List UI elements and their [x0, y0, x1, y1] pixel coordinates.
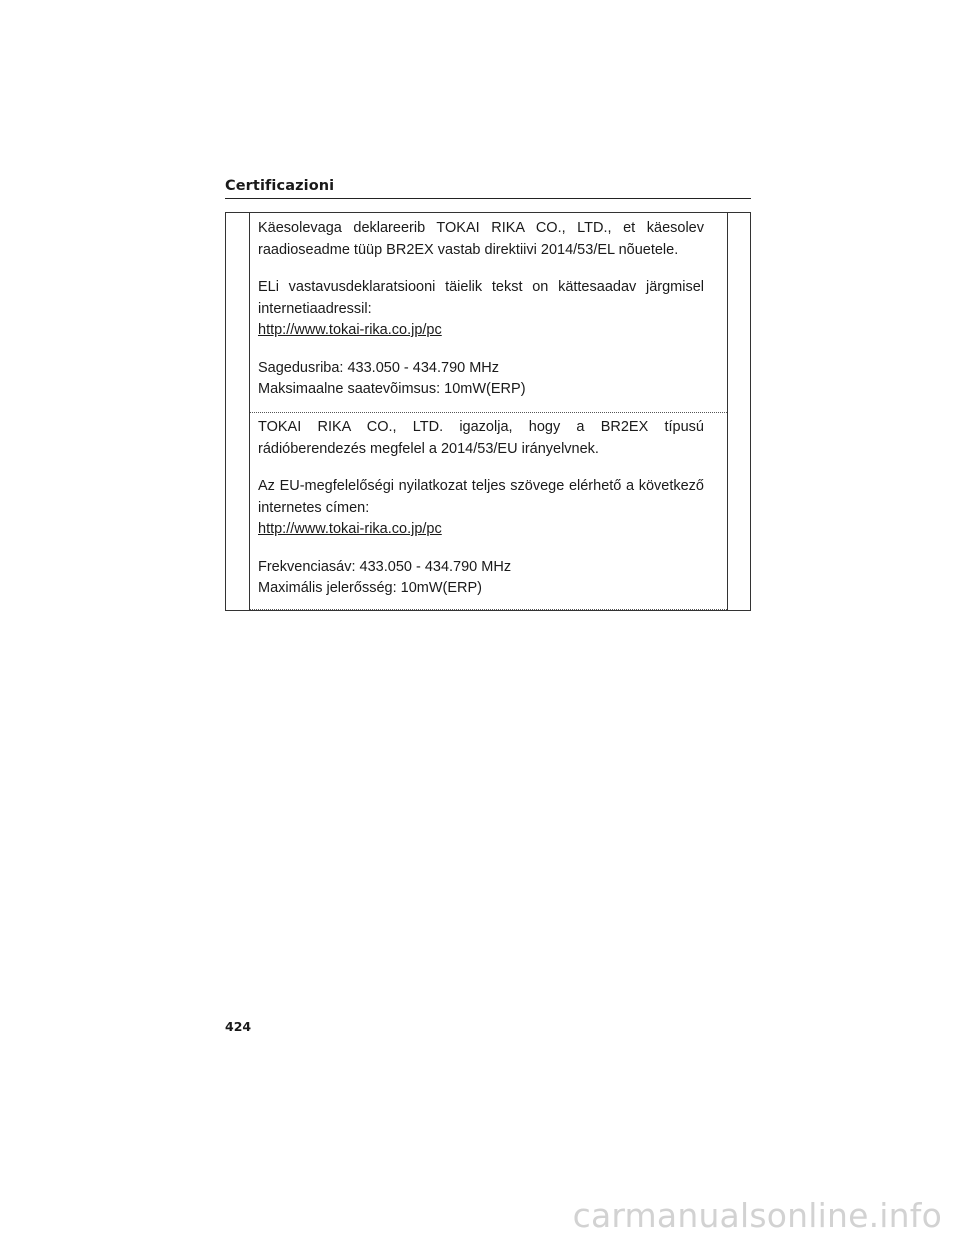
estonian-doc-link[interactable]: http://www.tokai-rika.co.jp/pc: [258, 322, 442, 338]
estonian-declaration-text: [258, 218, 704, 401]
hungarian-declaration-line-2: rádióberendezés megfelel a 2014/53/EU irányelvnek.: [258, 440, 599, 457]
estonian-specs-paragraph: [258, 358, 704, 401]
hungarian-doc-link[interactable]: http://www.tokai-rika.co.jp/pc: [258, 521, 442, 537]
hungarian-doc-availability-paragraph: [258, 476, 704, 541]
estonian-doc-availability-paragraph: [258, 277, 704, 342]
certification-table: [225, 212, 751, 611]
estonian-declaration-line-1: Käesolevaga deklareerib TOKAI RIKA CO., LTD., et käesolev: [258, 220, 704, 236]
hungarian-declaration-paragraph: [258, 417, 704, 460]
estonian-declaration-paragraph: [258, 218, 704, 261]
hungarian-declaration-text: [258, 417, 704, 600]
estonian-declaration-cell: [250, 213, 727, 413]
hungarian-max-power: Maximális jelerősség: 10mW(ERP): [258, 580, 482, 596]
estonian-max-power: Maksimaalne saatevõimsus: 10mW(ERP): [258, 381, 526, 397]
watermark: carmanualsonline.info: [572, 1196, 942, 1235]
table-right-column-rule: [727, 213, 728, 610]
hungarian-specs-paragraph: [258, 557, 704, 600]
estonian-declaration-line-2: raadioseadme tüüp BR2EX vastab direktiivi 2014/53/EL nõuetele.: [258, 241, 679, 258]
estonian-doc-line-2: internetiaadressil:: [258, 300, 372, 317]
hungarian-declaration-cell: [250, 413, 727, 610]
hungarian-declaration-line-1: TOKAI RIKA CO., LTD. igazolja, hogy a BR2EX típusú: [258, 419, 704, 435]
estonian-frequency-band: Sagedusriba: 433.050 - 434.790 MHz: [258, 359, 500, 376]
estonian-doc-line-1: ELi vastavusdeklaratsiooni täielik tekst on kättesaadav järgmisel: [258, 279, 704, 295]
title-divider: [225, 198, 751, 199]
hungarian-doc-line-2: internetes címen:: [258, 499, 370, 516]
hungarian-frequency-band: Frekvenciasáv: 433.050 - 434.790 MHz: [258, 558, 512, 575]
page-number: 424: [225, 1019, 252, 1034]
section-title: Certificazioni: [225, 178, 335, 194]
hungarian-doc-line-1: Az EU-megfelelőségi nyilatkozat teljes szövege elérhető a következő: [258, 478, 704, 494]
